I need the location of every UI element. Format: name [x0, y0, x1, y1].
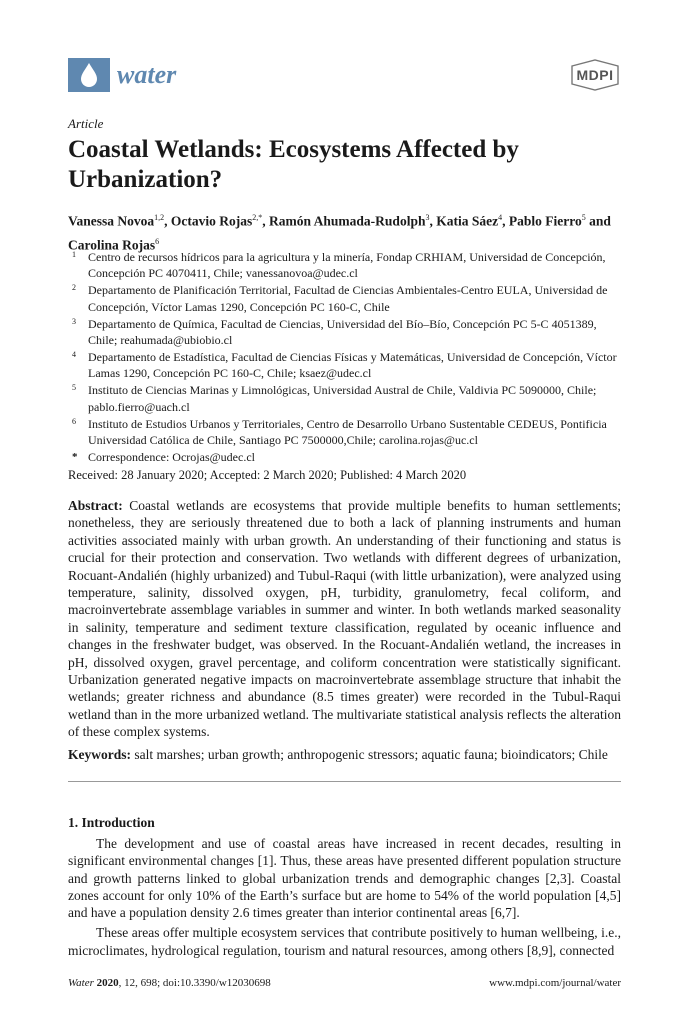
section-heading: 1. Introduction: [68, 815, 155, 830]
affiliation-item: [68, 249, 628, 282]
author-separator: ,: [502, 213, 509, 229]
author-affiliation-mark: 1,2: [154, 213, 165, 222]
affiliation-item: [68, 349, 628, 382]
affiliation-number: 3: [72, 316, 76, 326]
water-drop-icon: [68, 58, 110, 92]
affiliation-number: 2: [72, 283, 76, 293]
affiliation-item: [68, 382, 628, 415]
keywords-label: Keywords:: [68, 747, 131, 762]
author-affiliation-mark: 5: [581, 213, 586, 222]
affiliation-text: Departamento de Planificación Territorial, Facultad de Ciencias Ambientales-Centro EULA, Universidad de Concepción, Víctor Lamas 1290, Concepción PC 160-C, Chile: [88, 283, 608, 314]
author-name: Carolina Rojas: [68, 237, 156, 252]
author-list: [68, 208, 628, 255]
publisher-name: MDPI: [576, 67, 614, 83]
footer-journal: Water: [68, 977, 94, 989]
author-affiliation-mark: 6: [155, 236, 160, 246]
author-name: Vanessa Novoa: [68, 213, 155, 229]
affiliation-number: 6: [72, 416, 76, 426]
affiliation-number: 4: [72, 349, 76, 359]
author-affiliation-mark: 3: [425, 213, 430, 222]
correspondence-mark: *: [72, 450, 78, 463]
correspondence: [68, 449, 628, 465]
affiliation-list: [68, 249, 628, 466]
journal-logo: [68, 58, 110, 92]
journal-url: www.mdpi.com/journal/water: [489, 977, 621, 989]
author-affiliation-mark: 2,*: [252, 213, 263, 222]
affiliation-item: [68, 416, 628, 449]
affiliation-item: [68, 316, 628, 349]
affiliation-text: Centro de recursos hídricos para la agricultura y la minería, Fondap CRHIAM, Universidad de Concepción, Concepción PC 4070411, Chile; vanessanovoa@udec.cl: [88, 250, 606, 281]
affiliation-number: 1: [72, 250, 76, 259]
section-divider: [68, 781, 621, 782]
keywords-text: salt marshes; urban growth; anthropogenic stressors; aquatic fauna; bioindicators; Chile: [134, 747, 608, 762]
author-separator: ,: [262, 213, 270, 229]
author-affiliation-mark: 4: [498, 213, 503, 222]
article-type: Article: [68, 116, 104, 131]
affiliation-text: Instituto de Ciencias Marinas y Limnológicas, Universidad Austral de Chile, Valdivia PC 5090000, Chile; pablo.fierro@uach.cl: [88, 383, 597, 414]
abstract-text: Coastal wetlands are ecosystems that provide multiple benefits to human settlements; nonetheless, they are seriously threatened due to both a lack of planning instruments and human activities associated mainly with urban growth. An understanding of their functioning and status is crucial for their protection and conservation. Two wetlands with different degrees of urbanization, Rocuant-Andalién (highly urbanized) and Tubul-Raqui (with little urbanization), were analyzed using temperature, salinity, dissolved oxygen, pH, turbidity, granulometry, fecal coliform, and macroinvertebrate assemblage variables in summer and winter. In both wetlands marked seasonality in salinity, temperature and sediment texture classification, regulated by oceanic influence and changes in the freshwater budget, was observed. In the Rocuant-Andalién wetland, the increases in pH, dissolved oxygen, gravel percentage, and coliform concentration were statistically significant. Urbanization generated negative impacts on macroinvertebrate assemblage structure that inhabit the wetlands; greater richness and abundance (8.5 times greater) were recorded in the Tubul-Raqui wetland than in the more urbanized wetland. The multivariate statistical analysis reflects the alteration of these complex systems.: [68, 498, 621, 740]
author-name: Pablo Fierro: [508, 213, 582, 229]
affiliation-text: Instituto de Estudios Urbanos y Territoriales, Centro de Desarrollo Urbano Sustentable CEDEUS, Pontificia Universidad Católica de Chile, Santiago PC 7500000,Chile; carolina.rojas@uc.cl: [88, 416, 607, 447]
affiliation-number: 5: [72, 383, 76, 393]
abstract-label: Abstract:: [68, 498, 123, 513]
keywords: [68, 747, 628, 763]
footer-citation: , 12, 698; doi:10.3390/w12030698: [118, 977, 271, 989]
paragraph: These areas offer multiple ecosystem services that contribute positively to human wellbeing, i.e., microclimates, hydrological regulation, tourism and natural resources, among others [8,9], connected: [68, 925, 621, 958]
author-separator: ,: [164, 213, 171, 229]
author-separator: and: [585, 213, 611, 229]
footer-year: 2020: [96, 977, 119, 989]
affiliation-item: [68, 282, 628, 315]
publisher-logo: [566, 58, 624, 92]
introduction-body: [68, 835, 621, 962]
journal-name: water: [117, 60, 177, 89]
author-name: Octavio Rojas: [170, 213, 253, 229]
author-name: Ramón Ahumada-Rudolph: [269, 213, 426, 229]
citation-footer: [68, 977, 271, 989]
author-separator: ,: [429, 213, 437, 229]
paper-title: Coastal Wetlands: Ecosystems Affected by Urbanization?: [68, 136, 519, 193]
correspondence-text: Correspondence: Ocrojas@udec.cl: [88, 449, 255, 464]
abstract: [68, 497, 621, 741]
affiliation-text: Departamento de Química, Facultad de Ciencias, Universidad del Bío–Bío, Concepción PC 5-C 4051389, Chile; reahumada@ubiobio.cl: [88, 316, 597, 348]
paragraph: The development and use of coastal areas have increased in recent decades, resulting in significant environmental changes [1]. Thus, these areas have presented different population structure and growth patterns linked to global urbanization trends and demographic changes [2,3]. Coastal zones account for only 10% of the Earth’s surface but are home to 54% of the world population [4,5] and have a population density 2.6 times greater than interior continental areas [6,7].: [68, 836, 621, 921]
affiliation-text: Departamento de Estadística, Facultad de Ciencias Físicas y Matemáticas, Universidad de Concepción, Víctor Lamas 1290, Concepción PC 160-C, Chile; ksaez@udec.cl: [88, 349, 617, 381]
publication-dates: Received: 28 January 2020; Accepted: 2 March 2020; Published: 4 March 2020: [68, 468, 467, 482]
author-name: Katia Sáez: [436, 213, 499, 229]
